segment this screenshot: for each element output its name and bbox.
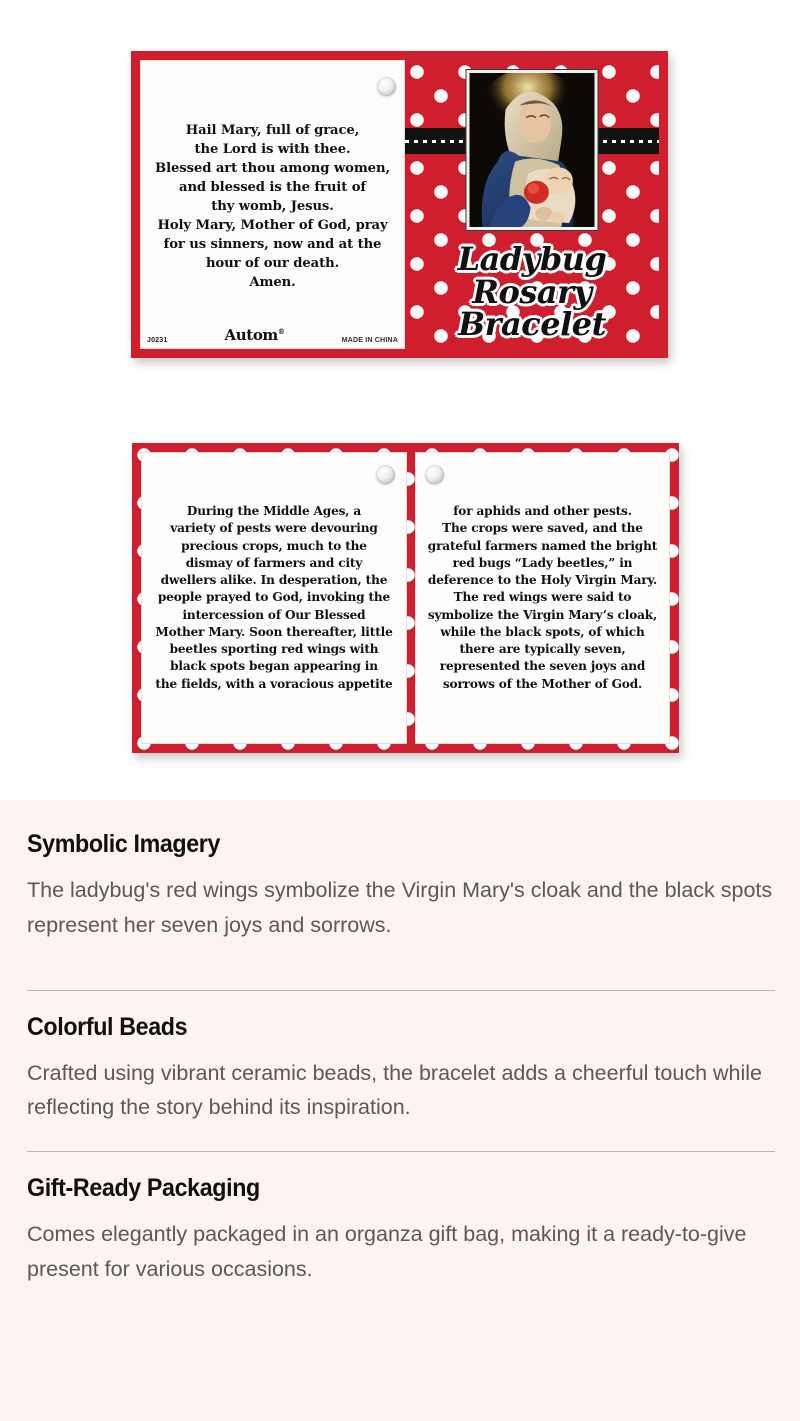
feature-title: Symbolic Imagery [27, 830, 221, 858]
story-line: intercession of Our Blessed [182, 607, 366, 622]
card-footer-line [141, 326, 404, 344]
prayer-line: for us sinners, now and at the [163, 237, 382, 252]
brand-name: Autom [224, 326, 278, 344]
prayer-line: Amen. [249, 275, 296, 290]
story-line: dwellers alike. In desperation, the [160, 573, 388, 588]
sku-code: J0231 [147, 337, 168, 344]
story-line: precious crops, much to the [181, 538, 367, 553]
ladybug-legend-text-left [155, 503, 392, 693]
prayer-line: thy womb, Jesus. [211, 199, 334, 214]
story-line: represented the seven joys and [439, 659, 646, 674]
story-line: black spots began appearing in [170, 659, 378, 674]
hail-mary-prayer-text [149, 121, 396, 292]
story-line: The crops were saved, and the [442, 521, 643, 536]
feature-symbolic-imagery [27, 830, 773, 943]
story-line: people prayed to God, invoking the [157, 590, 391, 605]
hang-hole-grommet-icon [376, 465, 395, 484]
story-line: symbolize the Virgin Mary’s cloak, [427, 607, 658, 622]
product-card-back-image[interactable] [132, 443, 679, 753]
package-front-artwork [405, 60, 659, 349]
story-line: beetles sporting red wings with [169, 642, 379, 657]
registered-trademark-icon: ® [277, 327, 285, 336]
story-line: deference to the Holy Virgin Mary. [427, 573, 658, 588]
section-divider [27, 990, 775, 991]
product-title-line-1: Ladybug [457, 240, 607, 279]
ladybug-legend-text-right [428, 503, 657, 693]
prayer-line: the Lord is with thee. [194, 142, 351, 157]
story-line: Mother Mary. Soon thereafter, little [155, 624, 393, 639]
feature-title: Gift-Ready Packaging [27, 1174, 260, 1203]
story-line: while the black spots, of which [440, 624, 645, 639]
prayer-line: Blessed art thou among women, [155, 161, 390, 176]
product-title-artwork [405, 240, 659, 344]
ladybug-legend-panel-left [141, 452, 407, 744]
product-title-line-2: Rosary Bracelet [458, 272, 606, 344]
madonna-and-child-image [467, 70, 598, 230]
story-line: The red wings were said to [453, 590, 632, 605]
story-line: there are typically seven, [459, 642, 626, 657]
prayer-line: and blessed is the fruit of [179, 180, 366, 195]
story-line: the fields, with a voracious appetite [155, 676, 393, 691]
story-line: for aphids and other pests. [453, 503, 632, 518]
prayer-line: Hail Mary, full of grace, [185, 123, 360, 138]
feature-gift-ready-packaging [27, 1174, 773, 1287]
story-line: grateful farmers named the bright [427, 538, 658, 553]
feature-title: Colorful Beads [27, 1012, 188, 1041]
section-divider [27, 1151, 775, 1152]
story-line: variety of pests were devouring [170, 521, 378, 536]
product-details-section [0, 800, 800, 1421]
feature-description: Crafted using vibrant ceramic beads, the bracelet adds a cheerful touch while reflecting the story behind its inspiration. [27, 1060, 762, 1120]
country-of-origin: MADE IN CHINA [341, 335, 398, 344]
feature-description: The ladybug's red wings symbolize the Virgin Mary's cloak and the black spots represent her seven joys and sorrows. [27, 878, 773, 937]
prayer-panel [140, 60, 405, 349]
prayer-line: hour of our death. [205, 256, 340, 271]
story-line: dismay of farmers and city [185, 555, 363, 570]
hang-hole-grommet-icon [425, 465, 444, 484]
hang-hole-grommet-icon [377, 77, 396, 96]
brand-logo [225, 326, 285, 344]
ladybug-legend-panel-right [415, 452, 670, 744]
story-line: sorrows of the Mother of God. [442, 676, 643, 691]
prayer-line: Holy Mary, Mother of God, pray [157, 218, 388, 233]
story-line: red bugs “Lady beetles,” in [452, 555, 633, 570]
product-card-front-image[interactable] [131, 51, 668, 358]
feature-colorful-beads [27, 1013, 773, 1126]
story-line: During the Middle Ages, a [186, 503, 362, 518]
feature-description: Comes elegantly packaged in an organza gift bag, making it a ready-to-give present for various occasions. [27, 1222, 747, 1282]
